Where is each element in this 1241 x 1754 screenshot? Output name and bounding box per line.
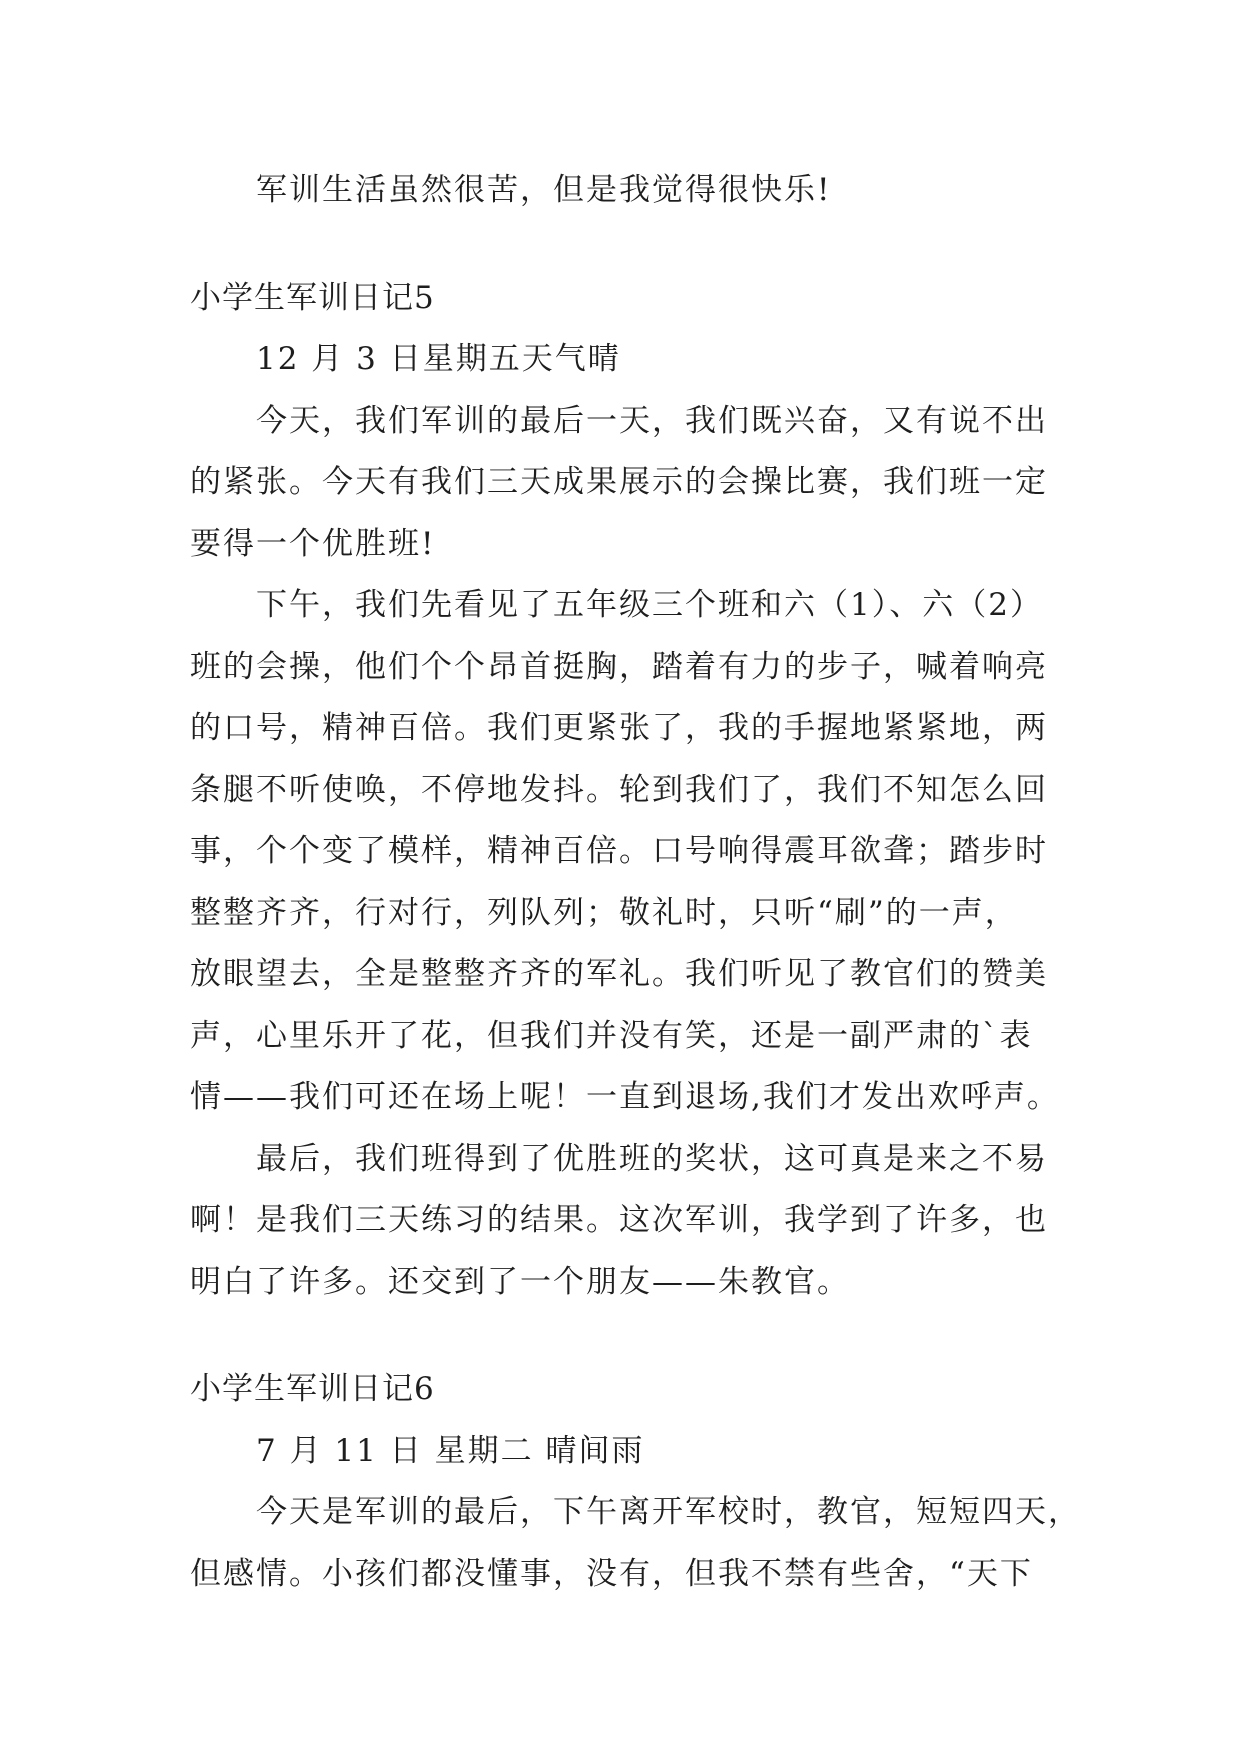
paragraph-line: 班的会操，他们个个昂首挺胸，踏着有力的步子，喊着响亮	[190, 648, 1048, 685]
paragraph-line: 啊！是我们三天练习的结果。这次军训，我学到了许多，也	[190, 1202, 1048, 1238]
paragraph-line: 放眼望去，全是整整齐齐的军礼。我们听见了教官们的赞美	[190, 956, 1048, 992]
paragraph-line: 今天是军训的最后，下午离开军校时，教官，短短四天，	[256, 1494, 1081, 1530]
paragraph-line: 整整齐齐，行对行，列队列；敬礼时，只听“刷”的一声，	[190, 894, 1018, 931]
diary-6-date: 7 月 11 日 星期二 晴间雨	[256, 1432, 645, 1469]
paragraph-line: 今天，我们军训的最后一天，我们既兴奋，又有说不出	[256, 402, 1048, 439]
section-gap	[190, 1313, 1060, 1359]
paragraph-line: 条腿不听使唤，不停地发抖。轮到我们了，我们不知怎么回	[190, 771, 1048, 808]
intro-line: 军训生活虽然很苦，但是我觉得很快乐!	[256, 172, 832, 208]
paragraph-line: 但感情。小孩们都没懂事，没有，但我不禁有些舍，“天下	[190, 1555, 1033, 1592]
paragraph-line: 最后，我们班得到了优胜班的奖状，这可真是来之不易	[256, 1140, 1048, 1177]
paragraph-line: 下午，我们先看见了五年级三个班和六（1）、六（2）	[256, 587, 1043, 623]
paragraph-line: 事，个个变了模样，精神百倍。口号响得震耳欲聋；踏步时	[190, 833, 1048, 869]
paragraph-line: 的口号，精神百倍。我们更紧张了，我的手握地紧紧地，两	[190, 710, 1048, 746]
diary-6-title: 小学生军训日记6	[190, 1371, 435, 1407]
paragraph-line: 情——我们可还在场上呢！一直到退场,我们才发出欢呼声。	[190, 1079, 1060, 1115]
paragraph-line: 的紧张。今天有我们三天成果展示的会操比赛，我们班一定	[190, 464, 1048, 500]
document-body	[190, 160, 1081, 1605]
diary-5-date: 12 月 3 日星期五天气晴	[256, 341, 621, 377]
paragraph-line: 声，心里乐开了花，但我们并没有笑，还是一副严肃的`表	[190, 1017, 1033, 1054]
diary-5-title: 小学生军训日记5	[190, 279, 435, 316]
section-gap	[190, 222, 1060, 268]
paragraph-line: 要得一个优胜班!	[190, 525, 436, 562]
paragraph-line: 明白了许多。还交到了一个朋友——朱教官。	[190, 1263, 850, 1300]
